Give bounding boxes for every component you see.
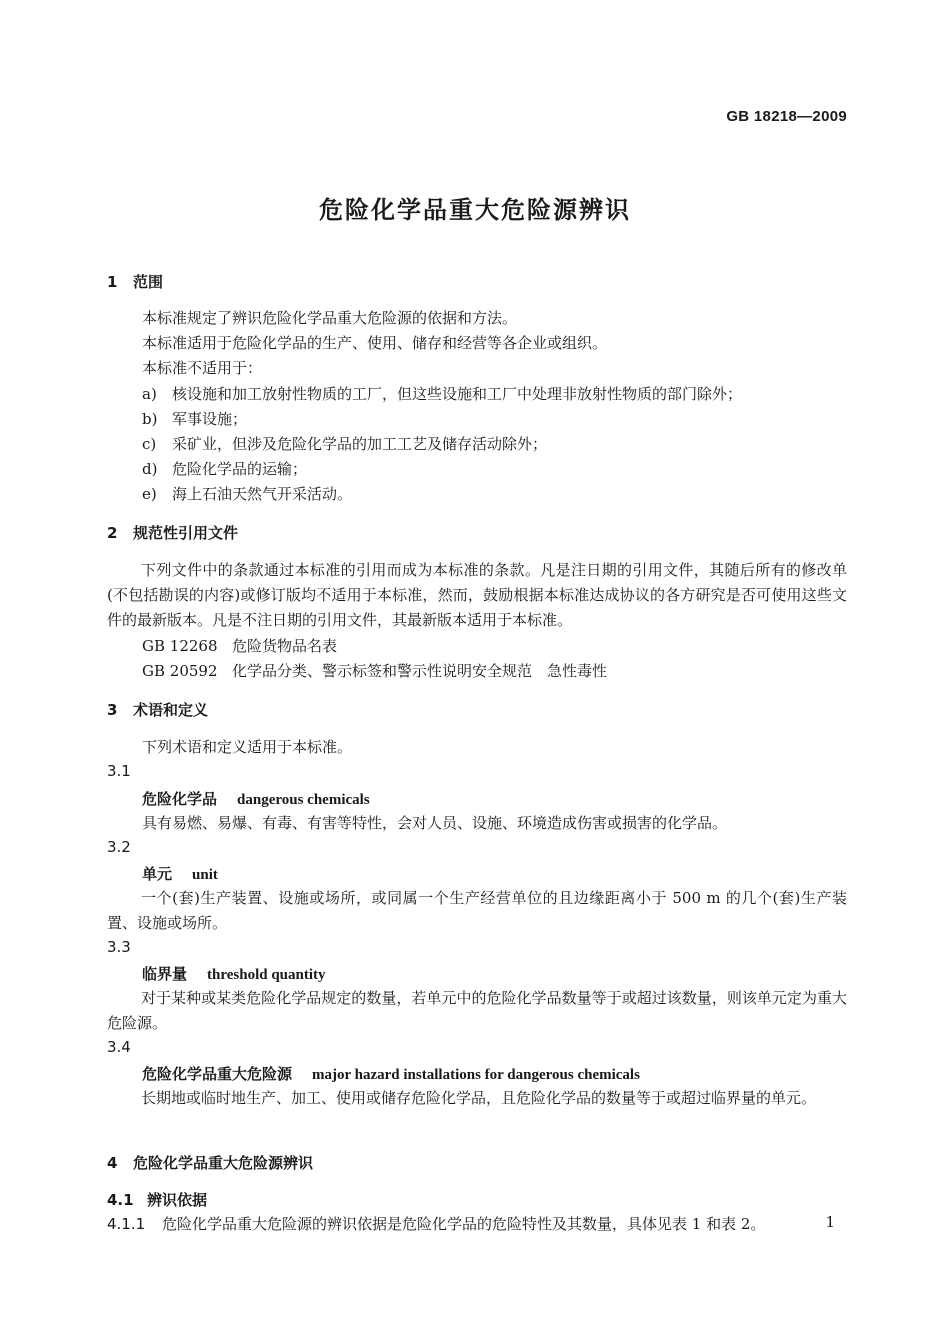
term-zh: 单元: [142, 865, 173, 883]
list-item: [142, 484, 352, 504]
clause-number: 4.1.1: [107, 1215, 146, 1233]
subsection-title: 辨识依据: [147, 1191, 208, 1209]
term-en: unit: [192, 867, 218, 883]
list-item-label: c): [142, 435, 157, 453]
subsection-4-1-heading: [107, 1189, 207, 1210]
section-number: 3: [107, 701, 118, 719]
standard-code: GB 18218—2009: [726, 108, 847, 125]
list-item-text: 采矿业，但涉及危险化学品的加工工艺及储存活动除外；: [172, 435, 548, 453]
section-number: 1: [107, 273, 118, 291]
list-item-text: 海上石油天然气开采活动。: [172, 485, 353, 503]
scope-paragraph-1: 本标准规定了辨识危险化学品重大危险源的依据和方法。: [142, 309, 518, 327]
term-definition: 一个(套)生产装置、设施或场所，或同属一个生产经营单位的且边缘距离小于 500 m 的几个(套)生产装置、设施或场所。: [107, 889, 847, 932]
term-heading: [142, 1063, 640, 1084]
reference-title: 化学品分类、警示标签和警示性说明安全规范 急性毒性: [232, 662, 608, 680]
section-1-heading: [107, 271, 163, 292]
list-item: [142, 434, 547, 454]
list-item: [142, 409, 247, 429]
page-title: 危险化学品重大危险源辨识: [319, 196, 631, 224]
term-number: 3.1: [107, 762, 131, 780]
reference-code: GB 12268: [142, 637, 218, 655]
term-en: threshold quantity: [207, 967, 326, 983]
section-2-heading: [107, 522, 238, 543]
list-item-label: a): [142, 385, 157, 403]
reference-item: [142, 636, 337, 656]
term-heading: [142, 788, 370, 809]
list-item-label: d): [142, 460, 158, 478]
section-title: 范围: [133, 273, 164, 291]
term-number: 3.2: [107, 838, 131, 856]
reference-code: GB 20592: [142, 662, 218, 680]
term-number: 3.3: [107, 938, 131, 956]
term-number: 3.4: [107, 1038, 131, 1056]
term-en: major hazard installations for dangerous chemicals: [312, 1067, 640, 1083]
section-title: 规范性引用文件: [133, 524, 239, 542]
term-zh: 危险化学品重大危险源: [142, 1065, 293, 1083]
term-heading: [142, 963, 326, 984]
section-number: 4: [107, 1154, 118, 1172]
reference-title: 危险货物品名表: [232, 637, 338, 655]
normative-references-paragraph: 下列文件中的条款通过本标准的引用而成为本标准的条款。凡是注日期的引用文件，其随后所有的修改单(不包括勘误的内容)或修订版均不适用于本标准，然而，鼓励根据本标准达成协议的各方研究是否可使用这些文件的最新版本。凡是不注日期的引用文件，其最新版本适用于本标准。: [107, 561, 847, 629]
list-item-label: e): [142, 485, 157, 503]
subsection-number: 4.1: [107, 1191, 134, 1209]
list-item: [142, 384, 742, 404]
reference-item: [142, 661, 607, 681]
list-item-text: 军事设施；: [172, 410, 248, 428]
term-zh: 危险化学品: [142, 790, 218, 808]
term-heading: [142, 863, 218, 884]
term-definition: 长期地或临时地生产、加工、使用或储存危险化学品，且危险化学品的数量等于或超过临界量的单元。: [141, 1089, 817, 1107]
scope-paragraph-2: 本标准适用于危险化学品的生产、使用、储存和经营等各企业或组织。: [142, 334, 608, 352]
clause-text: 危险化学品重大危险源的辨识依据是危险化学品的危险特性及其数量，具体见表 1 和表 2。: [162, 1215, 766, 1233]
list-item: [142, 459, 307, 479]
term-zh: 临界量: [142, 965, 188, 983]
term-en: dangerous chemicals: [237, 792, 370, 808]
list-item-text: 核设施和加工放射性物质的工厂，但这些设施和工厂中处理非放射性物质的部门除外；: [172, 385, 743, 403]
section-4-heading: [107, 1152, 313, 1173]
term-definition: 对于某种或某类危险化学品规定的数量，若单元中的危险化学品数量等于或超过该数量，则该单元定为重大危险源。: [107, 989, 847, 1032]
list-item-label: b): [142, 410, 158, 428]
list-item-text: 危险化学品的运输；: [172, 460, 308, 478]
section-title: 术语和定义: [133, 701, 209, 719]
term-definition: 具有易燃、易爆、有毒、有害等特性，会对人员、设施、环境造成伤害或损害的化学品。: [142, 814, 728, 832]
section-title: 危险化学品重大危险源辨识: [133, 1154, 314, 1172]
terms-intro: 下列术语和定义适用于本标准。: [142, 738, 353, 756]
clause-4-1-1: [107, 1214, 765, 1234]
section-number: 2: [107, 524, 118, 542]
page-number: 1: [825, 1213, 835, 1231]
scope-paragraph-3: 本标准不适用于：: [142, 359, 263, 377]
section-3-heading: [107, 699, 208, 720]
